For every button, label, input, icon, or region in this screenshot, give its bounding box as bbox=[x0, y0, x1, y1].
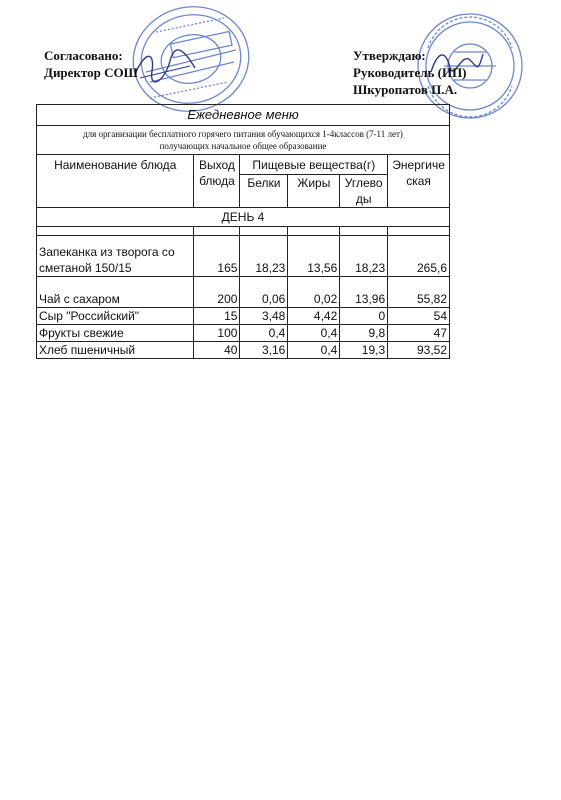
dish-output: 165 bbox=[194, 236, 240, 277]
col-header-nutrients: Пищевые вещества(г) bbox=[240, 155, 388, 175]
dish-output: 15 bbox=[194, 308, 240, 325]
dish-fats: 4,42 bbox=[288, 308, 340, 325]
dish-output: 100 bbox=[194, 325, 240, 342]
director-title: Директор СОШ bbox=[44, 65, 138, 80]
dish-name: Фрукты свежие bbox=[37, 325, 194, 342]
dish-proteins: 3,16 bbox=[240, 342, 288, 359]
dish-carbs: 13,96 bbox=[340, 277, 388, 308]
table-row bbox=[37, 277, 450, 308]
confirmation-block bbox=[353, 47, 467, 98]
dish-proteins: 0,06 bbox=[240, 277, 288, 308]
dish-carbs: 9,8 bbox=[340, 325, 388, 342]
col-header-output: Выход блюда bbox=[194, 155, 240, 208]
dish-output: 40 bbox=[194, 342, 240, 359]
dish-fats: 0,4 bbox=[288, 325, 340, 342]
table-row bbox=[37, 236, 450, 277]
col-header-fats: Жиры bbox=[288, 175, 340, 208]
dish-carbs: 19,3 bbox=[340, 342, 388, 359]
dish-proteins: 0,4 bbox=[240, 325, 288, 342]
dish-name: Запеканка из творога со сметаной 150/15 bbox=[37, 236, 194, 277]
table-row bbox=[37, 342, 450, 359]
dish-proteins: 18,23 bbox=[240, 236, 288, 277]
dish-energy: 265,6 bbox=[388, 236, 450, 277]
subtitle-line-1: для организации бесплатного горячего питания обучающихся 1-4классов (7-11 лет) bbox=[83, 129, 403, 139]
table-row bbox=[37, 325, 450, 342]
dish-carbs: 18,23 bbox=[340, 236, 388, 277]
dish-energy: 54 bbox=[388, 308, 450, 325]
manager-name: Шкуропатов П.А. bbox=[353, 82, 458, 97]
dish-fats: 0,4 bbox=[288, 342, 340, 359]
menu-title: Ежедневное меню bbox=[37, 105, 450, 126]
dish-name: Сыр "Российский" bbox=[37, 308, 194, 325]
dish-output: 200 bbox=[194, 277, 240, 308]
daily-menu-table bbox=[36, 104, 450, 359]
dish-fats: 13,56 bbox=[288, 236, 340, 277]
dish-energy: 47 bbox=[388, 325, 450, 342]
dish-fats: 0,02 bbox=[288, 277, 340, 308]
dish-carbs: 0 bbox=[340, 308, 388, 325]
col-header-proteins: Белки bbox=[240, 175, 288, 208]
col-header-energy: Энергическая bbox=[388, 155, 450, 208]
approval-block bbox=[44, 47, 138, 81]
col-header-name: Наименование блюда bbox=[37, 155, 194, 208]
spacer-row bbox=[37, 227, 450, 236]
subtitle-line-2: получающих начальное общее образование bbox=[159, 141, 327, 151]
day-label: ДЕНЬ 4 bbox=[37, 208, 450, 227]
col-header-carbs: Углеводы bbox=[340, 175, 388, 208]
director-signature bbox=[130, 46, 200, 86]
dish-name: Чай с сахаром bbox=[37, 277, 194, 308]
menu-subtitle bbox=[37, 126, 450, 155]
dish-proteins: 3,48 bbox=[240, 308, 288, 325]
approval-label: Согласовано: bbox=[44, 48, 123, 63]
dish-energy: 55,82 bbox=[388, 277, 450, 308]
confirmation-label: Утверждаю: bbox=[353, 48, 426, 63]
dish-name: Хлеб пшеничный bbox=[37, 342, 194, 359]
manager-title: Руководитель (ИП) bbox=[353, 65, 467, 80]
dish-energy: 93,52 bbox=[388, 342, 450, 359]
table-row bbox=[37, 308, 450, 325]
